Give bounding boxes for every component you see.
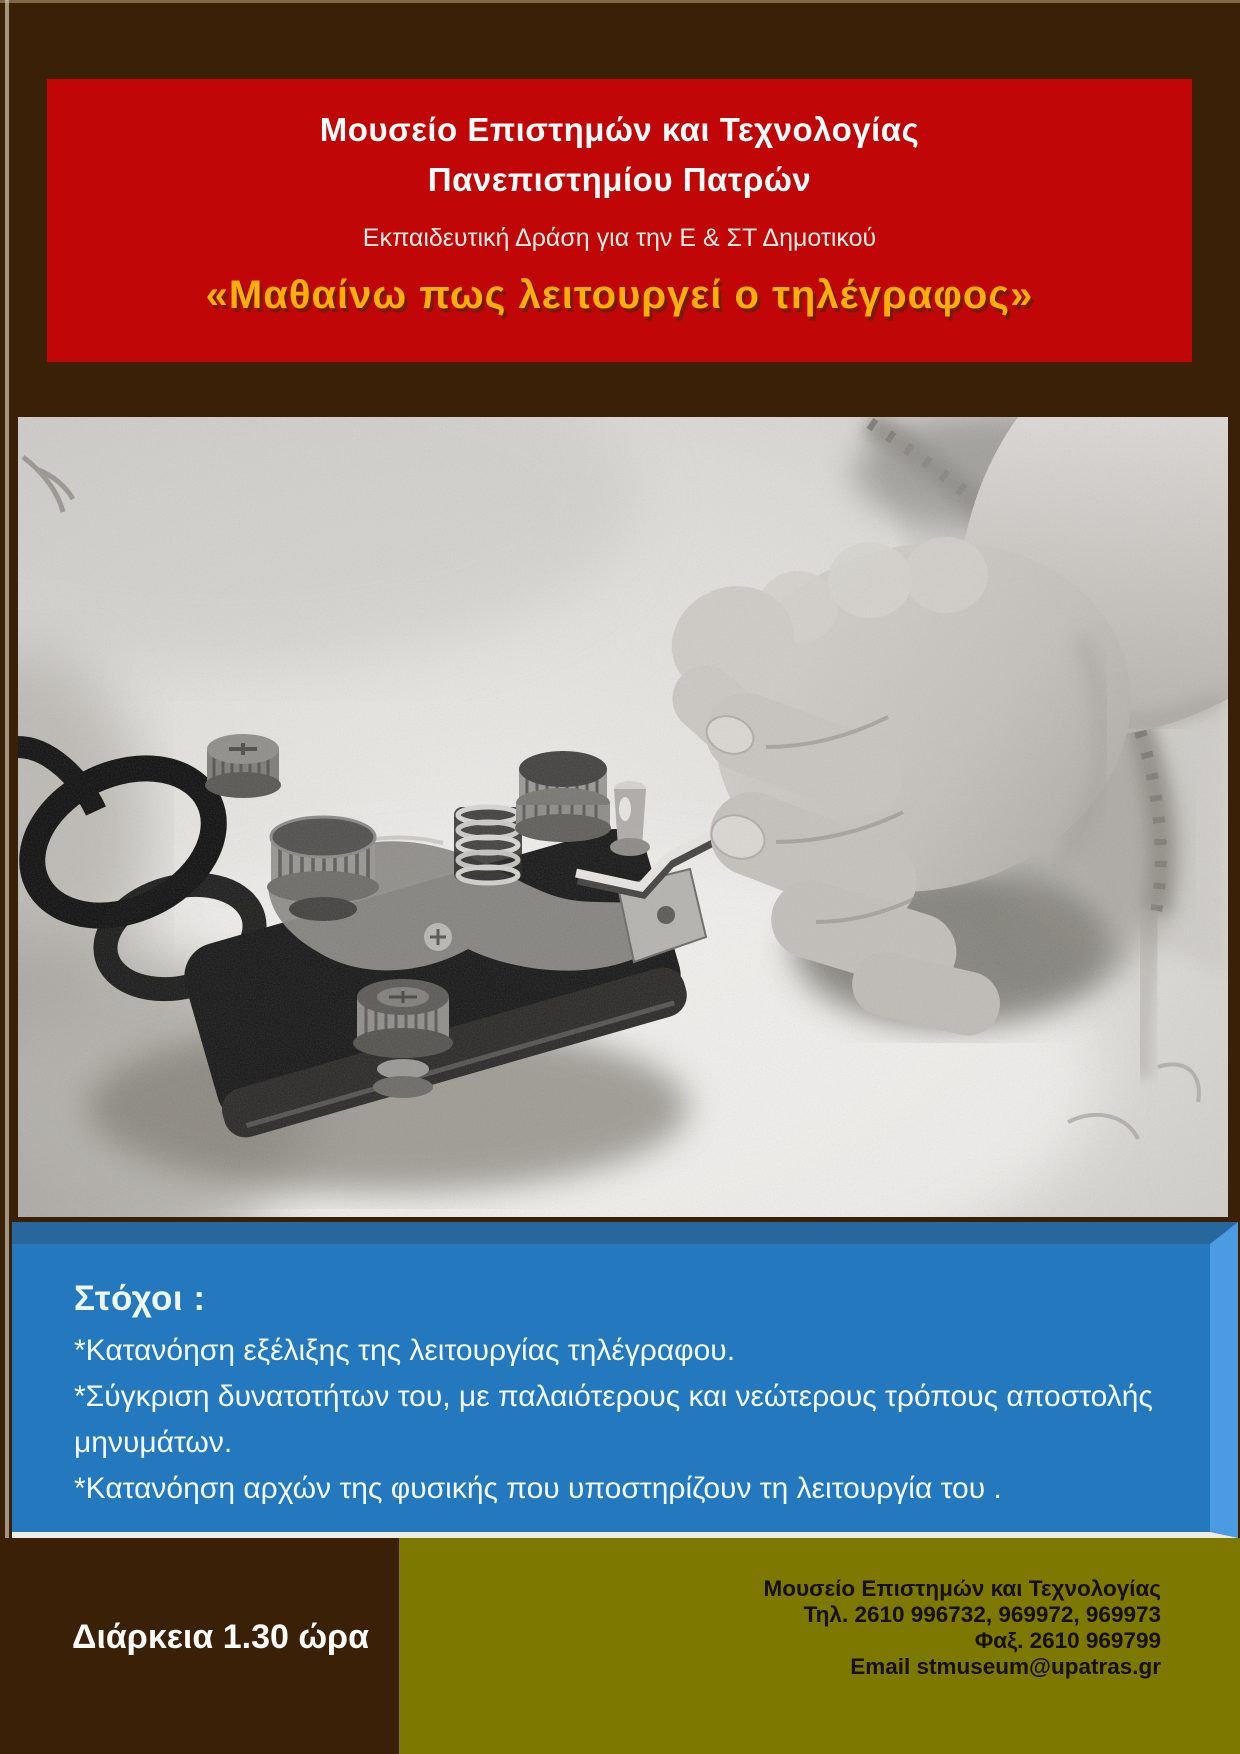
contact-org: Μουσείο Επιστημών και Τεχνολογίας xyxy=(763,1576,1161,1601)
education-subtitle: Εκπαιδευτική Δράση για την Ε & ΣΤ Δημοτικού xyxy=(362,224,877,252)
goals-list xyxy=(74,1328,1170,1512)
contact-phone: Τηλ. 2610 996732, 969972, 969973 xyxy=(803,1602,1161,1627)
contact-panel xyxy=(399,1538,1240,1754)
contact-email: Email stmuseum@upatras.gr xyxy=(850,1654,1161,1679)
goal-item: *Κατανόηση αρχών της φυσικής που υποστηρίζουν τη λειτουργία του . xyxy=(74,1472,1002,1505)
museum-title-line2: Πανεπιστημίου Πατρών xyxy=(427,161,812,198)
goal-item: *Σύγκριση δυνατοτήτων του, με παλαιότερους και νεώτερους τρόπους αποστολής μηνυμάτων. xyxy=(74,1380,1153,1459)
museum-title-line1: Μουσείο Επιστημών και Τεχνολογίας xyxy=(319,111,920,148)
photo-grain xyxy=(18,417,1228,1217)
page-top-edge xyxy=(0,0,1240,3)
program-title: «Μαθαίνω πως λειτουργεί ο τηλέγραφος» xyxy=(205,273,1034,317)
goals-heading: Στόχοι : xyxy=(74,1279,206,1318)
goal-item: *Κατανόηση εξέλιξης της λειτουργίας τηλέγραφου. xyxy=(74,1334,736,1367)
telegraph-photo xyxy=(18,417,1228,1217)
duration-label: Διάρκεια 1.30 ώρα xyxy=(72,1618,369,1656)
contact-fax: Φαξ. 2610 969799 xyxy=(974,1628,1161,1653)
page-left-edge xyxy=(5,0,9,1538)
header-banner xyxy=(47,79,1192,362)
goals-panel xyxy=(12,1222,1238,1538)
